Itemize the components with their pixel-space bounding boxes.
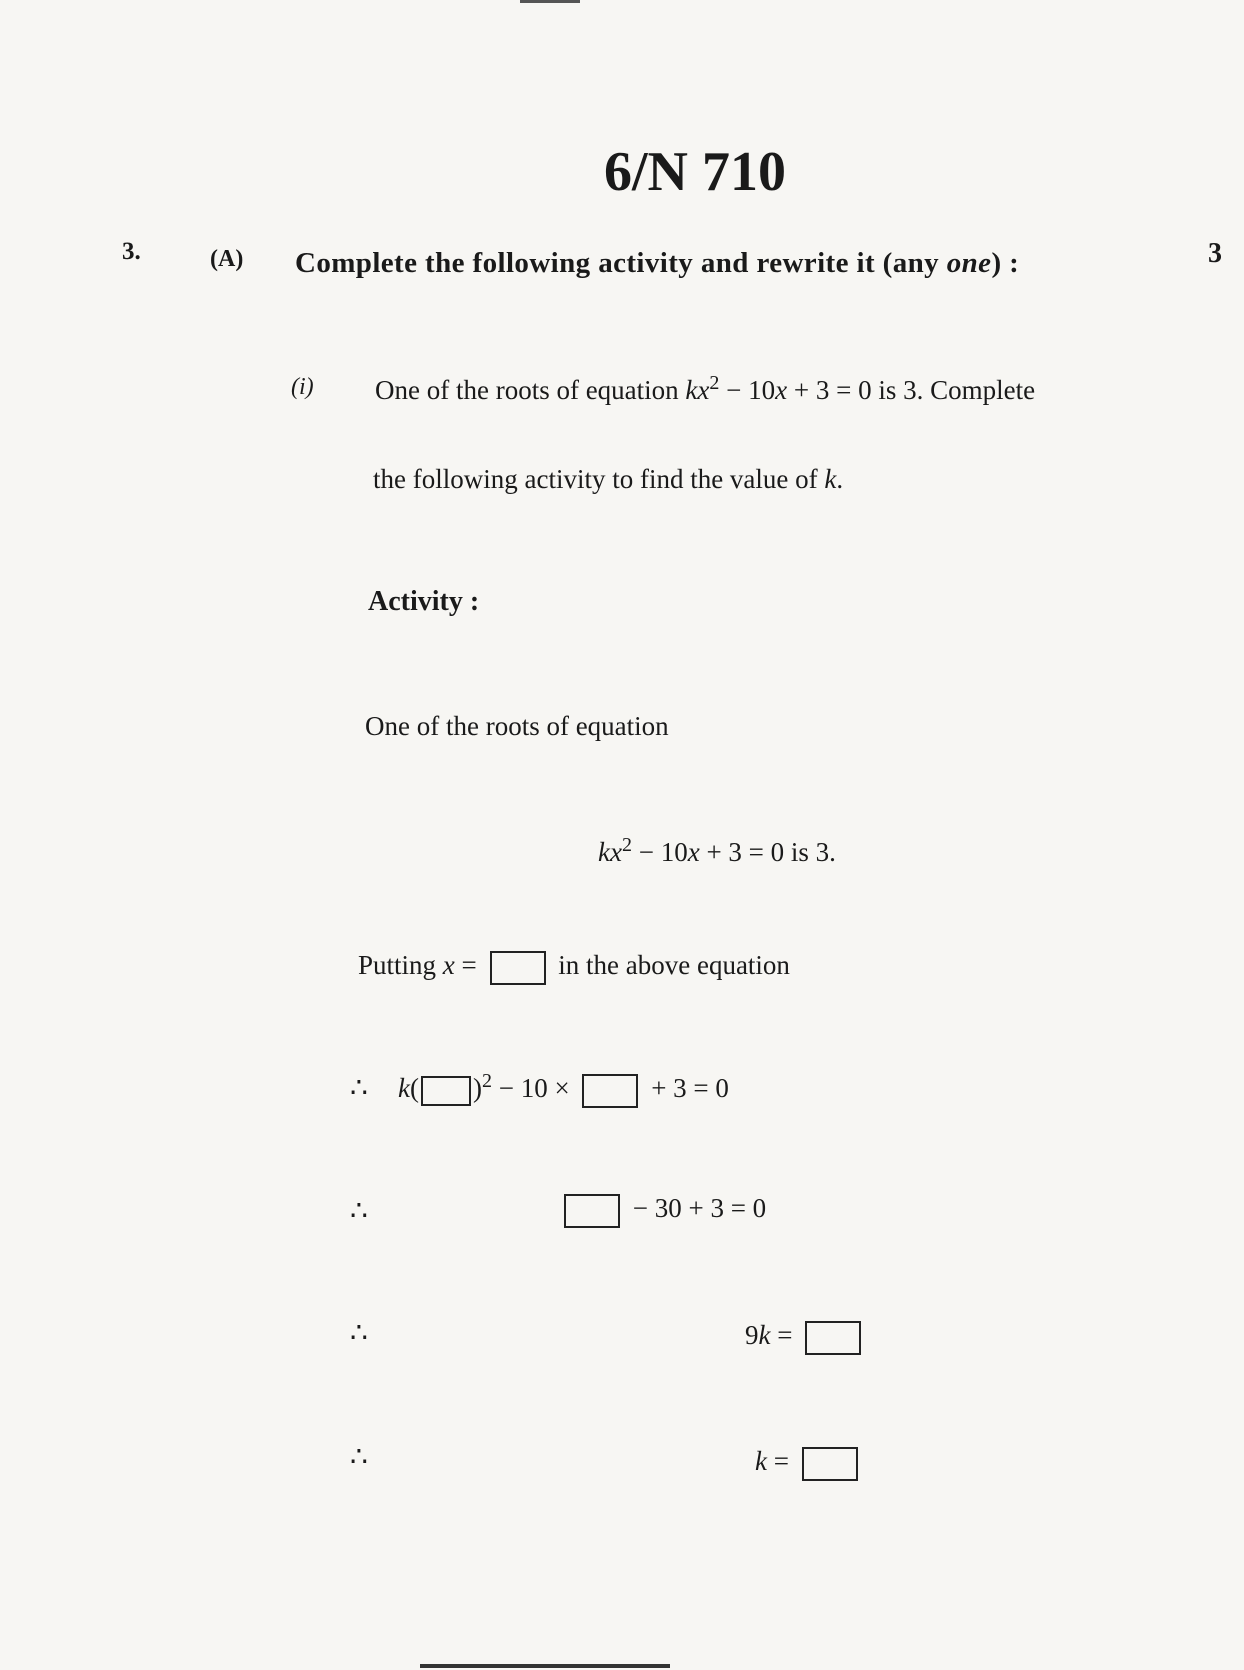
answer-box-9k-term[interactable] — [564, 1194, 620, 1228]
activity-line-1: One of the roots of equation — [365, 711, 669, 741]
subquestion-line-1-suffix: is 3. Complete — [871, 375, 1036, 405]
therefore-symbol-4: ∴ — [350, 1442, 368, 1473]
question-instruction — [295, 247, 1019, 280]
putting-line — [358, 950, 790, 985]
bottom-edge-rule — [420, 1664, 670, 1668]
answer-box-9k-value[interactable] — [805, 1321, 861, 1355]
step4-eq: = — [766, 1446, 796, 1476]
question-part: (A) — [210, 246, 244, 272]
answer-box-x-value[interactable] — [490, 951, 546, 985]
step1-end: + 3 = 0 — [644, 1073, 729, 1103]
putting-eq: = — [454, 950, 484, 980]
page-code: 6/N 710 — [604, 141, 786, 203]
subquestion-line-2-suffix: . — [836, 464, 844, 494]
equation-inline: $kx^2 - 10x + 3 = 0$ — [685, 372, 872, 405]
subquestion-line-2 — [373, 464, 843, 495]
step3-var: k — [758, 1320, 771, 1350]
activity-step-1 — [398, 1070, 729, 1108]
equation-display-suffix: is 3. — [784, 837, 836, 867]
step1-mid: − 10 × — [491, 1073, 577, 1103]
therefore-symbol-1: ∴ — [350, 1073, 368, 1104]
subquestion-line-1-prefix: One of the roots of equation — [375, 375, 686, 405]
step3-eq: = — [770, 1320, 800, 1350]
putting-var: x — [442, 950, 455, 980]
activity-step-3 — [745, 1320, 867, 1355]
instruction-suffix: ) : — [991, 247, 1020, 279]
therefore-symbol-2: ∴ — [350, 1196, 368, 1227]
step1-close: ) — [472, 1073, 482, 1103]
step4-var: k — [755, 1446, 767, 1476]
step1-exponent: 2 — [481, 1070, 492, 1092]
instruction-prefix: Complete the following activity and rewrite it (any — [295, 247, 947, 279]
subquestion-number: (i) — [291, 374, 314, 400]
activity-step-2 — [558, 1193, 766, 1228]
step3-left: 9 — [745, 1320, 759, 1350]
step1-open: ( — [409, 1073, 419, 1103]
putting-prefix: Putting — [358, 950, 443, 980]
activity-heading: Activity : — [368, 586, 480, 617]
step2-end: − 30 + 3 = 0 — [626, 1193, 767, 1223]
putting-suffix: in the above equation — [551, 950, 790, 980]
activity-step-4 — [755, 1446, 864, 1481]
answer-box-multiplied-value[interactable] — [582, 1074, 638, 1108]
therefore-symbol-3: ∴ — [350, 1318, 368, 1349]
answer-box-k-value[interactable] — [802, 1447, 858, 1481]
instruction-emphasis: one — [946, 247, 992, 279]
step1-k: k — [398, 1073, 410, 1103]
top-edge-rule — [520, 0, 580, 3]
equation-display: $kx^2 - 10x + 3 = 0$ — [598, 834, 785, 867]
subquestion-line-1 — [375, 372, 1035, 406]
question-marks: 3 — [1208, 238, 1222, 269]
answer-box-squared-value[interactable] — [421, 1076, 471, 1106]
subquestion-line-2-var: k — [824, 464, 837, 494]
question-number: 3. — [122, 238, 141, 265]
subquestion-line-2-prefix: the following activity to find the value of — [373, 464, 825, 494]
activity-equation — [598, 834, 836, 868]
